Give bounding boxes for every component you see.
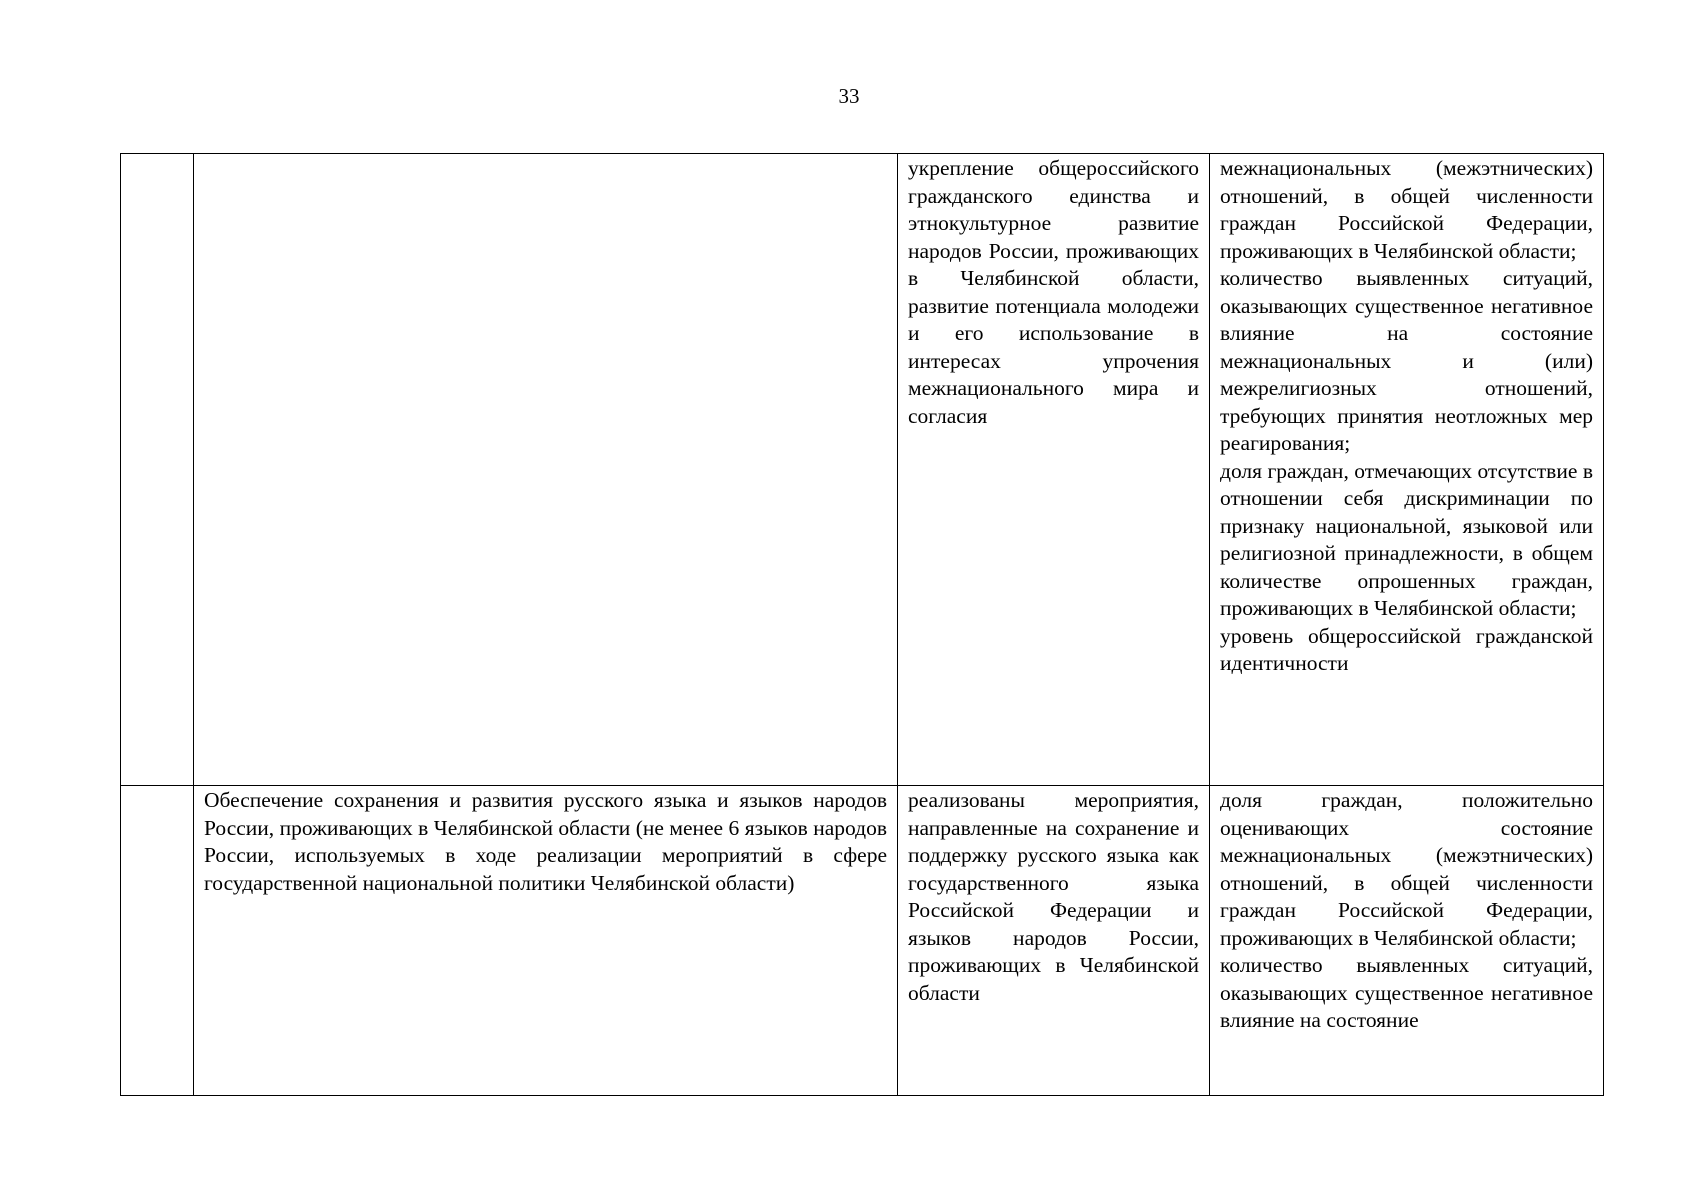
result-cell: укрепление общероссийского гражданского единства и этнокультурное развитие народов России, проживающих в Челябинской области, развитие потенциала молодежи и его использование в интересах упрочения межнационального мира и согласия — [898, 154, 1210, 786]
page-number: 33 — [838, 84, 860, 108]
measures-table — [120, 153, 1604, 1096]
indicator-item: межнациональных (межэтнических) отношений, в общей численности граждан Российской Федерации, проживающих в Челябинской области; — [1220, 156, 1593, 263]
indicators-cell — [1210, 154, 1604, 786]
indicator-item: доля граждан, положительно оценивающих состояние межнациональных (межэтнических) отношений, в общей численности граждан Российской Федерации, проживающих в Челябинской области; — [1220, 788, 1593, 950]
indicator-item: доля граждан, отмечающих отсутствие в отношении себя дискриминации по признаку национальной, языковой или религиозной принадлежности, в общем количестве опрошенных граждан, проживающих в Челябинской области; — [1220, 458, 1593, 620]
measure-name-cell: Обеспечение сохранения и развития русского языка и языков народов России, проживающих в Челябинской области (не менее 6 языков народов России, используемых в ходе реализации мероприятий в сфере государственной национальной политики Челябинской области) — [194, 786, 898, 1096]
measure-name-cell — [194, 154, 898, 786]
table-row — [121, 154, 1604, 786]
indicator-item: количество выявленных ситуаций, оказывающих существенное негативное влияние на состояние — [1220, 953, 1593, 1032]
indicator-item: количество выявленных ситуаций, оказывающих существенное негативное влияние на состояние межнациональных и (или) межрелигиозных отношений, требующих принятия неотложных мер реагирования; — [1220, 266, 1593, 455]
row-number-cell — [121, 154, 194, 786]
row-number-cell — [121, 786, 194, 1096]
result-cell: реализованы мероприятия, направленные на сохранение и поддержку русского языка как государственного языка Российской Федерации и языков народов России, проживающих в Челябинской области — [898, 786, 1210, 1096]
table-row — [121, 786, 1604, 1096]
indicator-item: уровень общероссийской гражданской идентичности — [1220, 623, 1593, 675]
indicators-cell — [1210, 786, 1604, 1096]
